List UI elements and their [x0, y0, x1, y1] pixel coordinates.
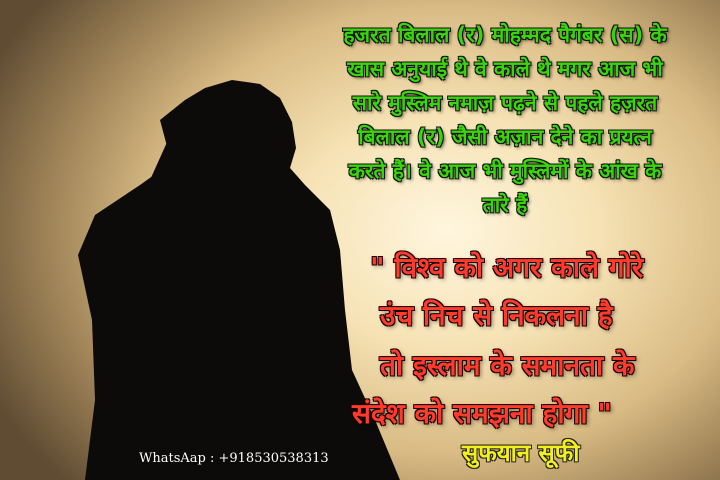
- author-signature: सुफयान सूफी: [462, 439, 580, 467]
- quote-line-2: उंच निच से निकलना है: [380, 299, 613, 332]
- green-line-3: सारे मुस्लिम नमाज़ पढ़ने से पहले हज़रत: [352, 91, 658, 115]
- green-paragraph: [300, 18, 710, 222]
- green-line-4: बिलाल (र) जैसी अज़ान देने का प्रयत्न: [358, 125, 652, 149]
- green-line-1: हजरत बिलाल (र) मोहम्मद पैगंबर (स) के: [343, 23, 667, 47]
- quote-line-3: तो इस्लाम के समानता के: [380, 349, 635, 382]
- whatsapp-contact: WhatsAap : +918530538313: [139, 451, 329, 466]
- quote-line-1: " विश्व को अगर काले गोरे: [370, 251, 644, 284]
- green-line-5: करते हैं। वे आज भी मुस्लिमों के आंख के: [348, 159, 662, 183]
- green-line-2: खास अनुयाई थे वे काले थे मगर आज भी: [347, 57, 663, 81]
- quote-line-4: संदेश को समझना होगा ": [352, 397, 612, 430]
- green-line-6: तारे हैं: [482, 193, 528, 217]
